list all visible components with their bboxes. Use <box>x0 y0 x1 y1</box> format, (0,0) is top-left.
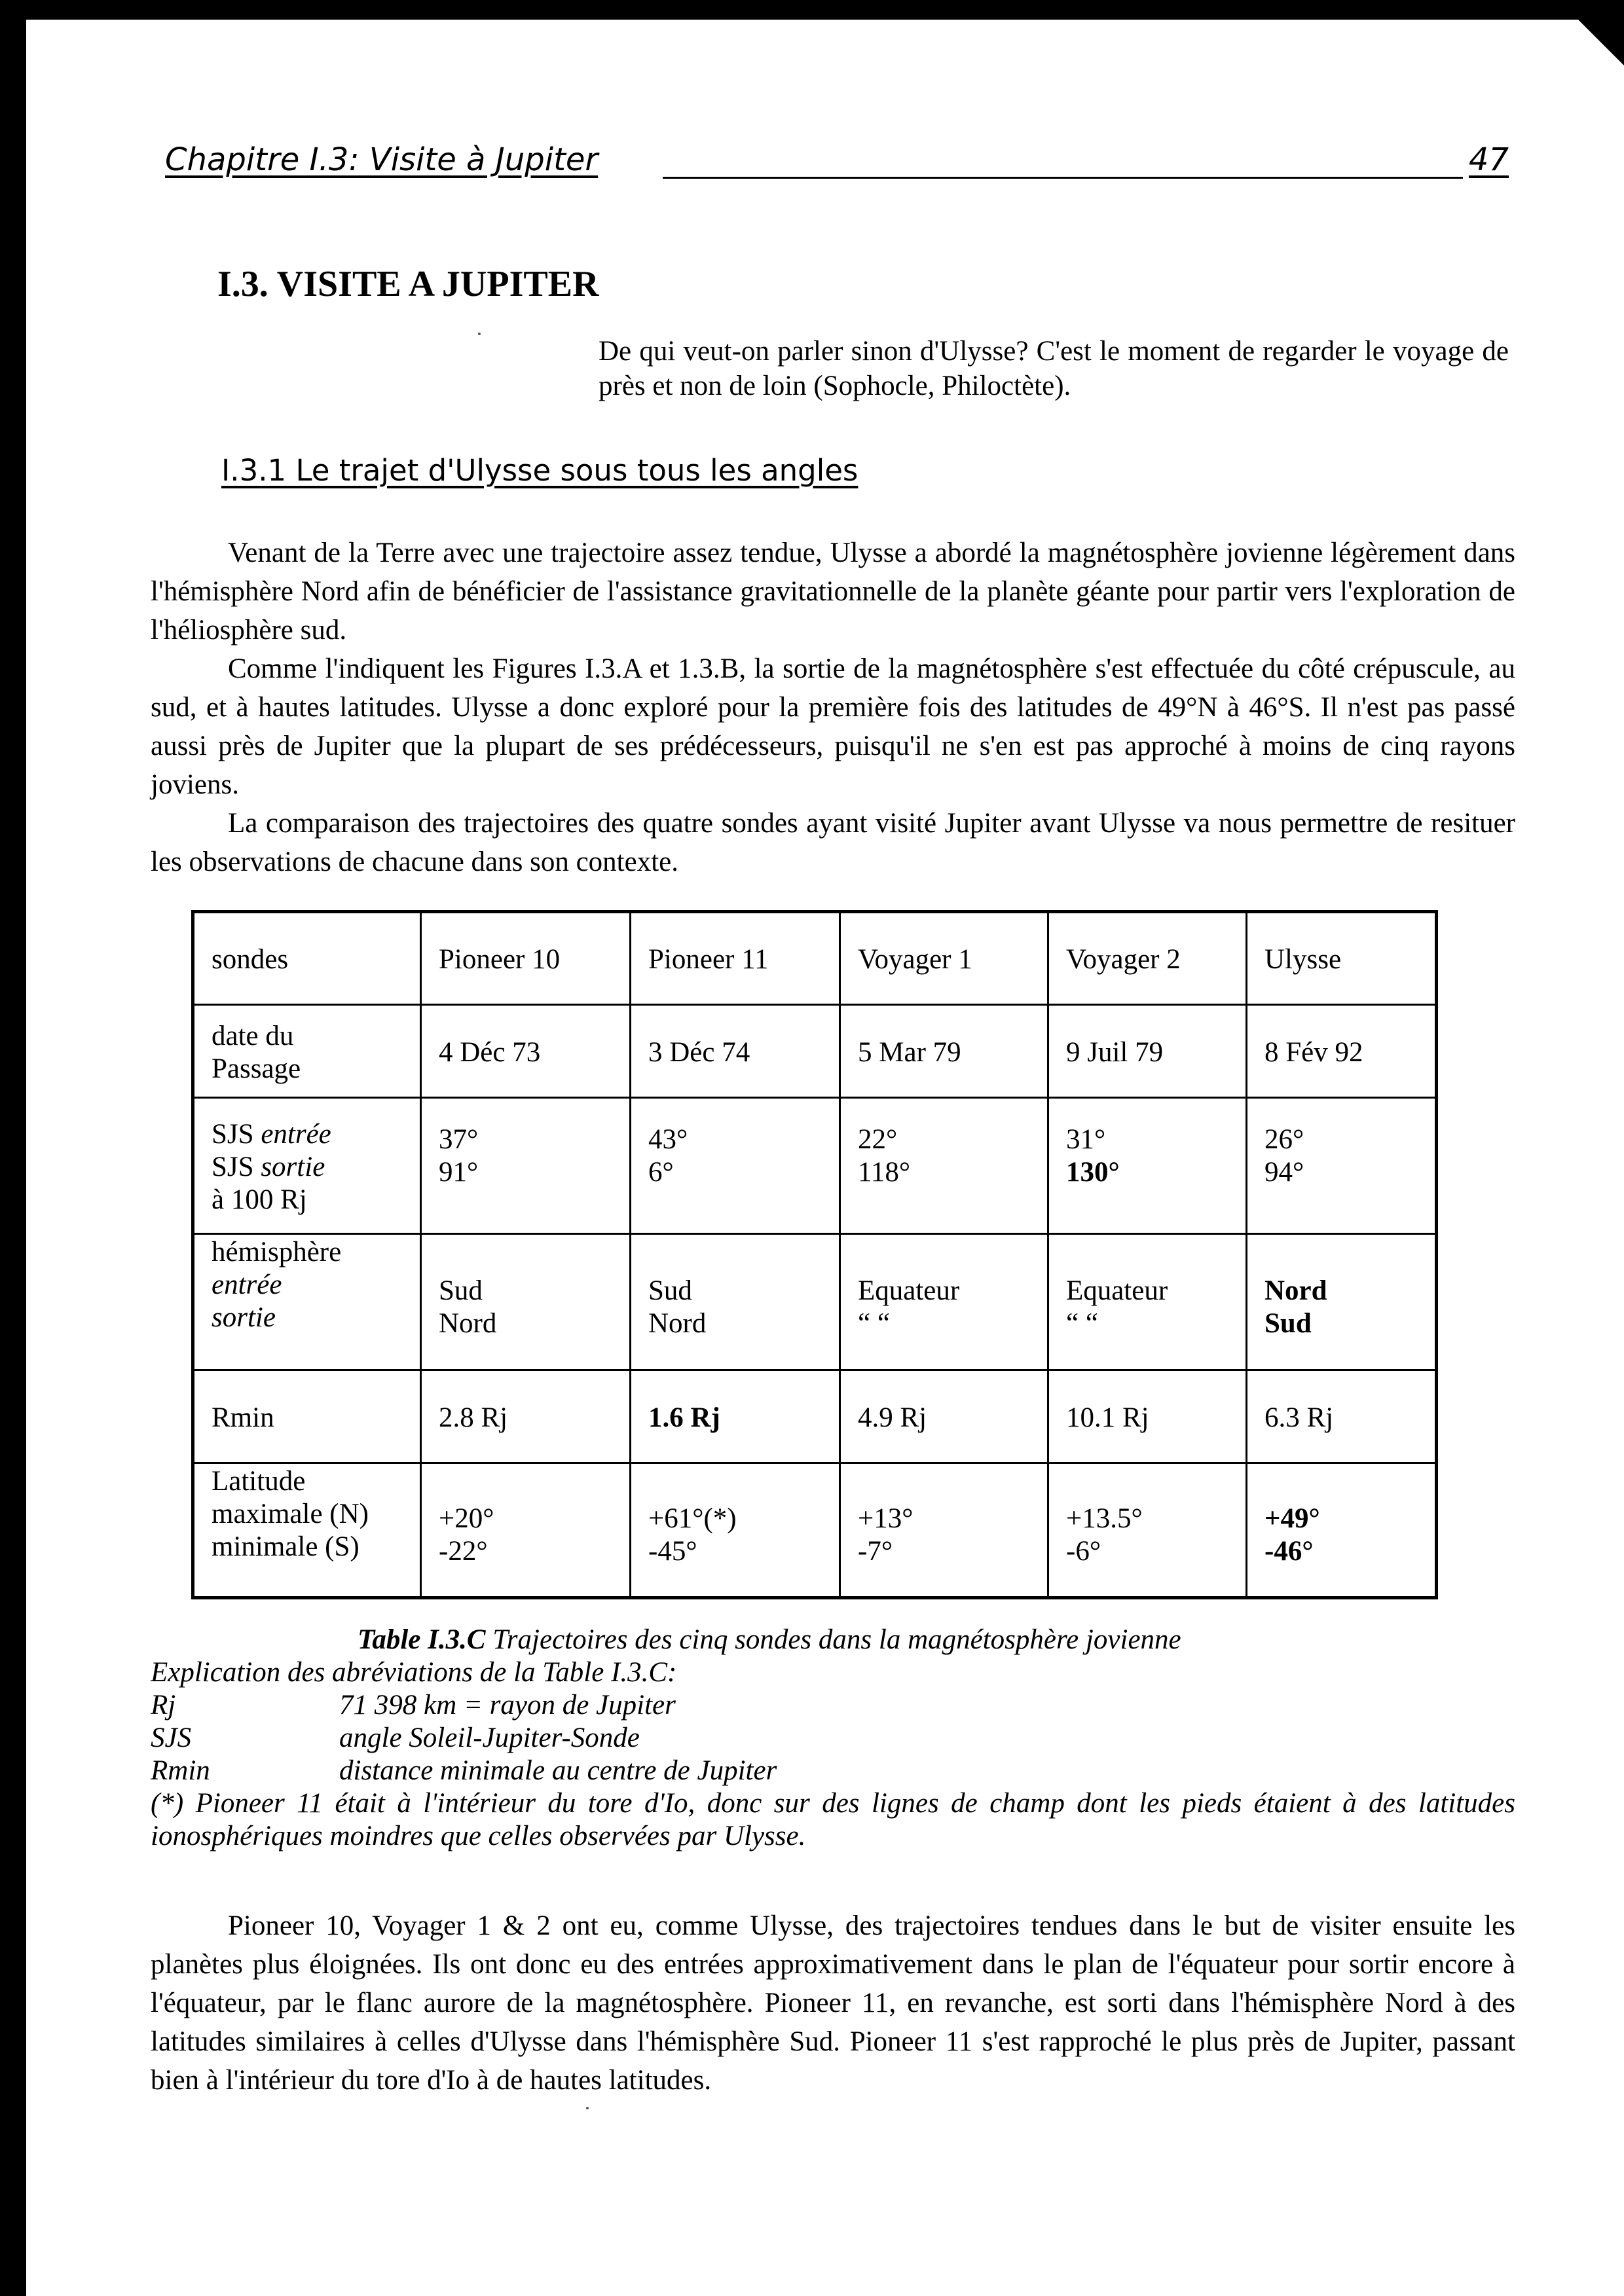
cell-line: -22° <box>439 1536 488 1567</box>
table-cell: 5 Mar 79 <box>840 1005 1048 1098</box>
page-corner-fold <box>1578 20 1624 65</box>
table-cell <box>840 1463 1048 1598</box>
row-label <box>193 1005 421 1098</box>
row-label-line: maximale (N) <box>212 1499 369 1529</box>
table-cell <box>1247 1463 1437 1598</box>
cell-line: Equateur <box>1066 1275 1168 1306</box>
table-cell: 1.6 Rj <box>631 1370 840 1463</box>
table-header-cell: Voyager 2 <box>1048 912 1247 1005</box>
subsection-title: I.3.1 Le trajet d'Ulysse sous tous les angles <box>221 453 858 488</box>
caption-text: Trajectoires des cinq sondes dans la magnétosphère jovienne <box>492 1624 1181 1655</box>
table-header-cell: Pioneer 11 <box>631 912 840 1005</box>
cell-line: -7° <box>858 1536 893 1567</box>
table-cell: 4.9 Rj <box>840 1370 1048 1463</box>
section-title: I.3. VISITE A JUPITER <box>217 264 599 304</box>
cell-line: “ “ <box>858 1307 890 1339</box>
table-cell <box>1048 1463 1247 1598</box>
table-row-hemisphere <box>193 1234 1437 1370</box>
row-label: Rmin <box>193 1370 421 1463</box>
paragraph: La comparaison des trajectoires des quatre sondes ayant visité Jupiter avant Ulysse va nous permettre de resituer les observations de chacune dans son contexte. <box>151 808 1515 877</box>
cell-line: +61°(*) <box>648 1503 737 1534</box>
abbreviation-key: Rj <box>151 1690 176 1721</box>
cell-line: 91° <box>439 1157 479 1188</box>
table-cell <box>1247 1234 1437 1370</box>
table-cell <box>1048 1098 1247 1234</box>
abbreviation-value: 71 398 km = rayon de Jupiter <box>339 1690 676 1721</box>
abbreviation-row <box>151 1722 1515 1755</box>
table-row-sjs <box>193 1098 1437 1234</box>
header-rule <box>663 177 1463 179</box>
row-label-line <box>212 1151 409 1184</box>
row-label-line: entrée <box>212 1269 282 1300</box>
row-label-line: Passage <box>212 1053 301 1084</box>
row-label-part: sortie <box>261 1151 325 1182</box>
cell-line: 43° <box>648 1124 688 1155</box>
intro-text <box>151 534 1515 881</box>
cell-line: -45° <box>648 1536 697 1567</box>
table-cell: 8 Fév 92 <box>1247 1005 1437 1098</box>
cell-line: 22° <box>858 1124 898 1155</box>
table-cell <box>631 1098 840 1234</box>
table-cell <box>631 1234 840 1370</box>
page <box>26 20 1624 2296</box>
cell-line: +49° <box>1264 1503 1320 1534</box>
row-label-line: Latitude <box>212 1466 306 1497</box>
table-cell <box>840 1098 1048 1234</box>
row-label-line: minimale (S) <box>212 1531 360 1562</box>
cell-line: “ “ <box>1066 1307 1098 1339</box>
table-cell <box>631 1463 840 1598</box>
table-header-cell: Ulysse <box>1247 912 1437 1005</box>
running-title: Chapitre I.3: Visite à Jupiter <box>165 141 599 178</box>
table-header-cell: Voyager 1 <box>840 912 1048 1005</box>
paragraph: Venant de la Terre avec une trajectoire assez tendue, Ulysse a abordé la magnétosphère jovienne légèrement dans l'hémisphère Nord afin de bénéficier de l'assistance gravitationnelle de la planète géante pour partir vers l'exploration de l'héliosphère sud. <box>151 538 1515 646</box>
abbreviation-intro: Explication des abréviations de la Table I.3.C: <box>151 1657 677 1688</box>
scan-speck <box>478 333 481 335</box>
epigraph: De qui veut-on parler sinon d'Ulysse? C'est le moment de regarder le voyage de près et non de loin (Sophocle, Philoctète). <box>599 336 1509 401</box>
table-cell <box>421 1234 631 1370</box>
row-label-line: date du <box>212 1020 294 1051</box>
row-label-line <box>212 1118 409 1151</box>
cell-line: Nord <box>439 1307 497 1339</box>
row-label-line: à 100 Rj <box>212 1184 307 1215</box>
cell-line: 6° <box>648 1157 674 1188</box>
table-cell: 3 Déc 74 <box>631 1005 840 1098</box>
table-cell: 6.3 Rj <box>1247 1370 1437 1463</box>
row-label-part: entrée <box>261 1118 331 1150</box>
cell-line: Sud <box>439 1275 483 1306</box>
cell-line: +13.5° <box>1066 1503 1143 1534</box>
abbreviation-row <box>151 1689 1515 1722</box>
table-caption <box>358 1624 1515 1656</box>
table-row-rmin <box>193 1370 1437 1463</box>
row-label-line: hémisphère <box>212 1237 342 1267</box>
row-label <box>193 1098 421 1234</box>
abbreviation-key: Rmin <box>151 1755 210 1786</box>
table-cell: 10.1 Rj <box>1048 1370 1247 1463</box>
abbreviation-key: SJS <box>151 1722 192 1753</box>
abbreviation-value: distance minimale au centre de Jupiter <box>339 1755 777 1786</box>
row-label-part: SJS <box>212 1118 254 1150</box>
cell-line: 31° <box>1066 1124 1106 1155</box>
table-header-cell: Pioneer 10 <box>421 912 631 1005</box>
scan-speck <box>586 2107 589 2109</box>
footnote: (*) Pioneer 11 était à l'intérieur du tore d'Io, donc sur des lignes de champ dont les pieds étaient à des latitudes ionosphériques moindres que celles observées par Ulysse. <box>151 1788 1515 1851</box>
cell-line: Nord <box>1264 1275 1327 1306</box>
trajectory-table <box>191 910 1438 1599</box>
cell-line: 37° <box>439 1124 479 1155</box>
cell-line: 26° <box>1264 1124 1304 1155</box>
table-cell: 9 Juil 79 <box>1048 1005 1247 1098</box>
running-header <box>165 139 1509 185</box>
cell-line: Nord <box>648 1307 707 1339</box>
cell-line: Sud <box>1264 1307 1312 1339</box>
caption-label: Table I.3.C <box>358 1624 486 1655</box>
cell-line: Equateur <box>858 1275 960 1306</box>
row-label <box>193 1234 421 1370</box>
closing-text <box>151 1906 1515 2100</box>
table-caption-block <box>151 1624 1515 1853</box>
cell-line: 118° <box>858 1157 911 1188</box>
row-label-part: SJS <box>212 1151 254 1182</box>
table-cell <box>840 1234 1048 1370</box>
table-cell <box>1247 1098 1437 1234</box>
table-header-row <box>193 912 1437 1005</box>
cell-line: 130° <box>1066 1157 1120 1188</box>
cell-line: -46° <box>1264 1536 1314 1567</box>
table-cell <box>421 1098 631 1234</box>
paragraph: Pioneer 10, Voyager 1 & 2 ont eu, comme Ulysse, des trajectoires tendues dans le but de visiter ensuite les planètes plus éloignées. Ils ont donc eu des entrées approximativement dans le plan de l'équateur pour sortir encore à l'équateur, par le flanc aurore de la magnétosphère. Pioneer 11, en revanche, est sorti dans l'hémisphère Nord à des latitudes similaires à celles d'Ulysse dans l'hémisphère Sud. Pioneer 11 s'est rapproché le plus près de Jupiter, passant bien à l'intérieur du tore d'Io à de hautes latitudes. <box>151 1910 1515 2096</box>
abbreviation-value: angle Soleil-Jupiter-Sonde <box>339 1722 640 1753</box>
cell-line: 94° <box>1264 1157 1304 1188</box>
table-header-cell: sondes <box>193 912 421 1005</box>
cell-line: +20° <box>439 1503 494 1534</box>
paragraph: Comme l'indiquent les Figures I.3.A et 1.3.B, la sortie de la magnétosphère s'est effectuée du côté crépuscule, au sud, et à hautes latitudes. Ulysse a donc exploré pour la première fois des latitudes de 49°N à 46°S. Il n'est pas passé aussi près de Jupiter que la plupart de ses prédécesseurs, puisqu'il ne s'en est pas approché à moins de cinq rayons joviens. <box>151 653 1515 800</box>
row-label <box>193 1463 421 1598</box>
table-cell <box>421 1463 631 1598</box>
cell-line: -6° <box>1066 1536 1101 1567</box>
table-row-date <box>193 1005 1437 1098</box>
table-cell: 2.8 Rj <box>421 1370 631 1463</box>
table-cell: 4 Déc 73 <box>421 1005 631 1098</box>
abbreviation-row <box>151 1755 1515 1787</box>
cell-line: +13° <box>858 1503 913 1534</box>
cell-line: Sud <box>648 1275 692 1306</box>
page-number: 47 <box>1468 141 1509 178</box>
table-cell <box>1048 1234 1247 1370</box>
table-row-latitude <box>193 1463 1437 1598</box>
row-label-line: sortie <box>212 1302 276 1333</box>
